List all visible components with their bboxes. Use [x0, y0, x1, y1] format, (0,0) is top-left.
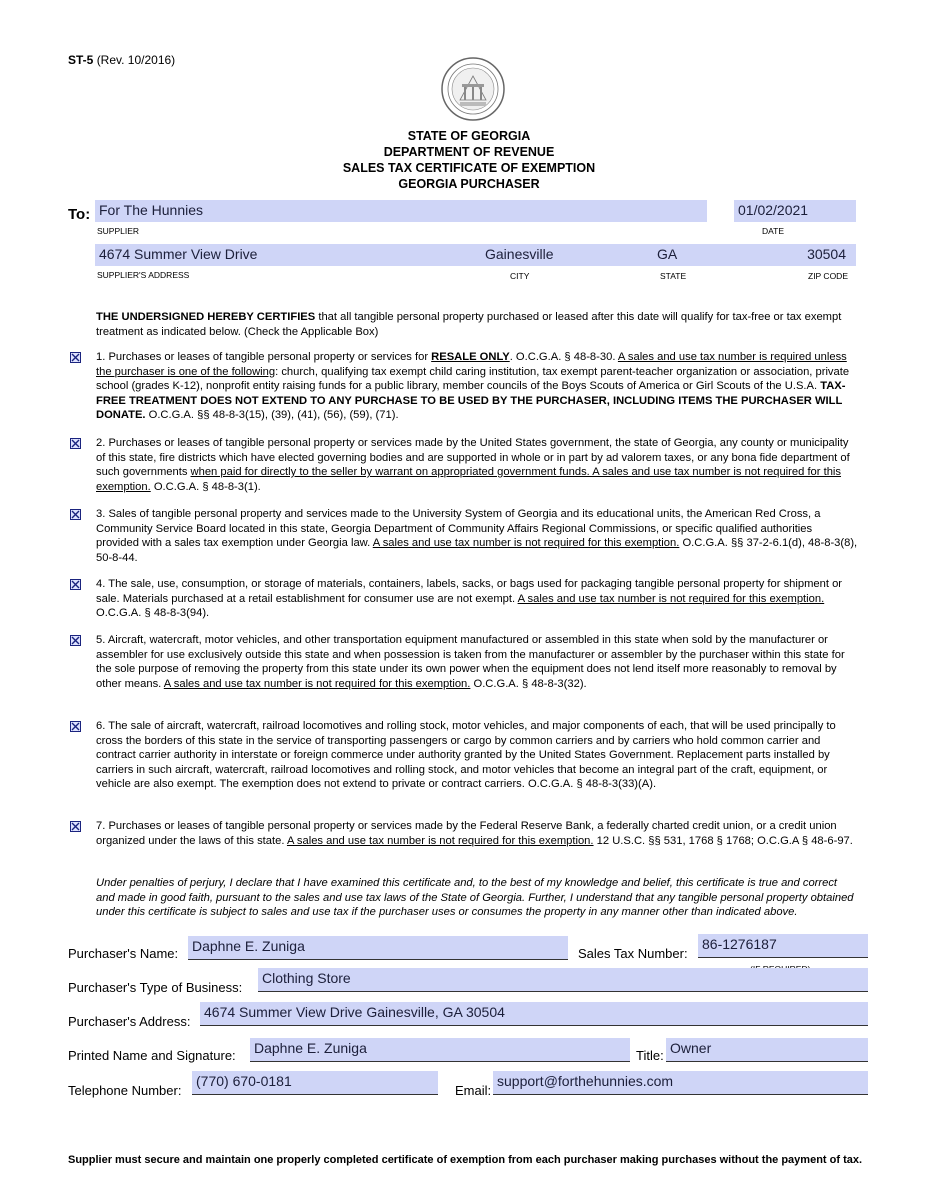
exemption-checkbox-3[interactable] [70, 509, 81, 520]
telephone-label: Telephone Number: [68, 1083, 182, 1098]
item-1-codes: O.C.G.A. §§ 48-8-3(15), (39), (41), (56), (59), (71). [145, 409, 399, 421]
supplier-footer-note: Supplier must secure and maintain one properly completed certificate of exemption from each purchaser making purchases without the payment of tax. [68, 1154, 863, 1166]
x-mark-icon [71, 722, 80, 731]
intro-bold: THE UNDERSIGNED HEREBY CERTIFIES [96, 311, 316, 323]
city-caption: CITY [510, 271, 530, 281]
certification-intro [96, 310, 858, 339]
purchaser-address-label: Purchaser's Address: [68, 1014, 191, 1029]
exemption-item-7 [96, 819, 858, 848]
title-line-1: STATE OF GEORGIA [407, 129, 531, 143]
sales-tax-label: Sales Tax Number: [578, 946, 688, 961]
item-6-text: 6. The sale of aircraft, watercraft, railroad locomotives and rolling stock, motor vehicles, and major components of each, that will be used principally to cross the borders of this state in the service of transporting passengers or cargo by common carriers and by carriers who hold common carrier and contract carrier authority in interstate or foreign commerce under authority granted by the United States Government. Replacement parts installed by carriers in such aircraft, watercraft, railroad locomotives and rolling stock, and motor vehicles that become an integral part of the craft, equipment, or vehicle are also exempt. The exemption does not extend to private or contract carriers. O.C.G.A. § 48-8-3(33)(A). [96, 720, 836, 790]
title-line-2: DEPARTMENT OF REVENUE [383, 145, 555, 159]
exemption-item-6 [96, 719, 858, 792]
item-7-codes: 12 U.S.C. §§ 531, 1768 § 1768; O.C.G.A § 48-6-97. [593, 834, 853, 847]
intro-text: that all tangible personal property purchased or leased after this date will qualify for tax-free or tax exempt treatment as indicated below. (Check the Applicable Box) [96, 311, 842, 338]
sales-tax-number-field[interactable]: 86-1276187 [698, 934, 868, 958]
item-7-text: 7. Purchases or leases of tangible personal property or services made by the Federal Reserve Bank, a federally charted credit union, or a credit union organized under the laws of this state. [96, 820, 837, 847]
exemption-checkbox-1[interactable] [70, 352, 81, 363]
item-4-codes: O.C.G.A. § 48-8-3(94). [96, 607, 210, 619]
state-caption: STATE [660, 271, 687, 281]
item-5-underlined: A sales and use tax number is not required for this exemption. [163, 677, 471, 690]
title-line-4: GEORGIA PURCHASER [398, 177, 540, 191]
item-3-text: 3. Sales of tangible personal property and services made to the University System of Georgia and its educational units, the American Red Cross, a Community Service Board located in this state, Georgia Department of Community Affairs Regional Commissions, or specific qualified authorities provided with a sales tax exemption under Georgia law. [96, 508, 821, 549]
item-1-list: : church, qualifying tax exempt child caring institution, tax exempt parent-teacher organization or association, private school (grades K-12), nonprofit entity raising funds for a public library, member councils of the Boys Scouts of America or Girl Scouts of the U.S.A. [96, 365, 850, 392]
purchaser-name-label: Purchaser's Name: [68, 946, 179, 961]
supplier-caption: SUPPLIER [97, 226, 140, 236]
georgia-seal-icon [440, 56, 506, 122]
exemption-checkbox-4[interactable] [70, 579, 81, 590]
x-mark-icon [71, 439, 80, 448]
exemption-item-5 [96, 633, 858, 691]
title-field[interactable]: Owner [666, 1038, 868, 1062]
supplier-name-field[interactable]: For The Hunnies [95, 200, 707, 222]
exemption-checkbox-2[interactable] [70, 438, 81, 449]
item-1-text: 1. Purchases or leases of tangible personal property or services for [96, 351, 432, 363]
form-number: ST-5 [68, 53, 94, 67]
item-4-underlined: A sales and use tax number is not required for this exemption. [517, 592, 825, 605]
item-2-underlined: when paid for directly to the seller by warrant on appropriated government funds. A sales and use tax number is not required for this exemption. [96, 466, 842, 493]
exemption-item-1 [96, 350, 858, 423]
supplier-address-field[interactable]: 4674 Summer View Drive [95, 244, 475, 266]
email-label: Email: [455, 1083, 492, 1098]
telephone-field[interactable]: (770) 670-0181 [192, 1071, 438, 1095]
business-type-field[interactable]: Clothing Store [258, 968, 868, 992]
item-1-underlined: A sales and use tax number is required unless the purchaser is one of the following [96, 351, 847, 378]
resale-only: RESALE ONLY [431, 351, 510, 363]
x-mark-icon [71, 636, 80, 645]
x-mark-icon [71, 822, 80, 831]
printed-name-field[interactable]: Daphne E. Zuniga [250, 1038, 630, 1062]
purchaser-address-field[interactable]: 4674 Summer View Drive Gainesville, GA 30504 [200, 1002, 868, 1026]
title-label: Title: [636, 1048, 664, 1063]
x-mark-icon [71, 580, 80, 589]
exemption-item-2 [96, 436, 858, 494]
date-caption: DATE [762, 226, 785, 236]
exemption-checkbox-6[interactable] [70, 721, 81, 732]
zip-caption: ZIP CODE [808, 271, 848, 281]
supplier-zip-field[interactable]: 30504 [715, 244, 856, 266]
exemption-checkbox-5[interactable] [70, 635, 81, 646]
item-1-citation: . O.C.G.A. § 48-8-30. [509, 351, 618, 363]
business-type-label: Purchaser's Type of Business: [68, 980, 243, 995]
to-label: To: [68, 206, 91, 223]
email-field[interactable]: support@forthehunnies.com [493, 1071, 868, 1095]
x-mark-icon [71, 353, 80, 362]
date-field[interactable]: 01/02/2021 [734, 200, 856, 222]
supplier-city-field[interactable]: Gainesville [475, 244, 625, 266]
supplier-state-field[interactable]: GA [625, 244, 715, 266]
item-5-text: 5. Aircraft, watercraft, motor vehicles, and other transportation equipment manufactured or assembled in this state when sold by the manufacturer or assembler for use exclusively outside this state and when possession is taken from the manufacturer or assembler by the purchaser within this state for the sole purpose of removing the property from this state under its own power when the equipment does not lend itself more reasonably to removal by other means. [96, 634, 845, 690]
item-2-codes: O.C.G.A. § 48-8-3(1). [150, 480, 261, 493]
item-1-bold-note: TAX-FREE TREATMENT DOES NOT EXTEND TO ANY PURCHASE TO BE USED BY THE PURCHASER, INCLUDING ITEMS THE PURCHASER WILL DONATE. [96, 380, 846, 421]
item-3-codes: O.C.G.A. §§ 37-2-6.1(d), 48-8-3(8), 50-8-44. [96, 537, 858, 564]
exemption-item-4 [96, 577, 858, 621]
form-revision: (Rev. 10/2016) [96, 53, 176, 67]
item-2-text: 2. Purchases or leases of tangible personal property or services made by the United States government, the state of Georgia, any county or municipality of this state, fire districts which have elected governing bodies and are supported in whole or in part by ad valorem taxes, or any bona fide department of such governments [96, 437, 850, 478]
exemption-item-3 [96, 507, 858, 565]
item-3-underlined: A sales and use tax number is not required for this exemption. [372, 537, 680, 549]
perjury-statement: Under penalties of perjury, I declare that I have examined this certificate and, to the best of my knowledge and belief, this certificate is true and correct and made in good faith, pursuant to the sales and use tax laws of the State of Georgia. Further, I understand that any tangible personal property obtained under this certificate is subject to sales and use tax if the purchaser uses or consumes the property in any manner other than indicated above. [96, 877, 854, 918]
printed-name-label: Printed Name and Signature: [68, 1048, 236, 1063]
item-5-codes: O.C.G.A. § 48-8-3(32). [470, 677, 587, 690]
form-id [68, 53, 175, 67]
title-line-3: SALES TAX CERTIFICATE OF EXEMPTION [342, 161, 596, 175]
x-mark-icon [71, 510, 80, 519]
exemption-checkbox-7[interactable] [70, 821, 81, 832]
item-7-underlined: A sales and use tax number is not required for this exemption. [286, 834, 594, 847]
purchaser-name-field[interactable]: Daphne E. Zuniga [188, 936, 568, 960]
supplier-address-caption: SUPPLIER'S ADDRESS [97, 270, 190, 280]
item-4-text: 4. The sale, use, consumption, or storage of materials, containers, labels, sacks, or bags used for packaging tangible personal property for shipment or sale. Materials purchased at a retail establishment for consumer use are not exempt. [96, 578, 843, 605]
